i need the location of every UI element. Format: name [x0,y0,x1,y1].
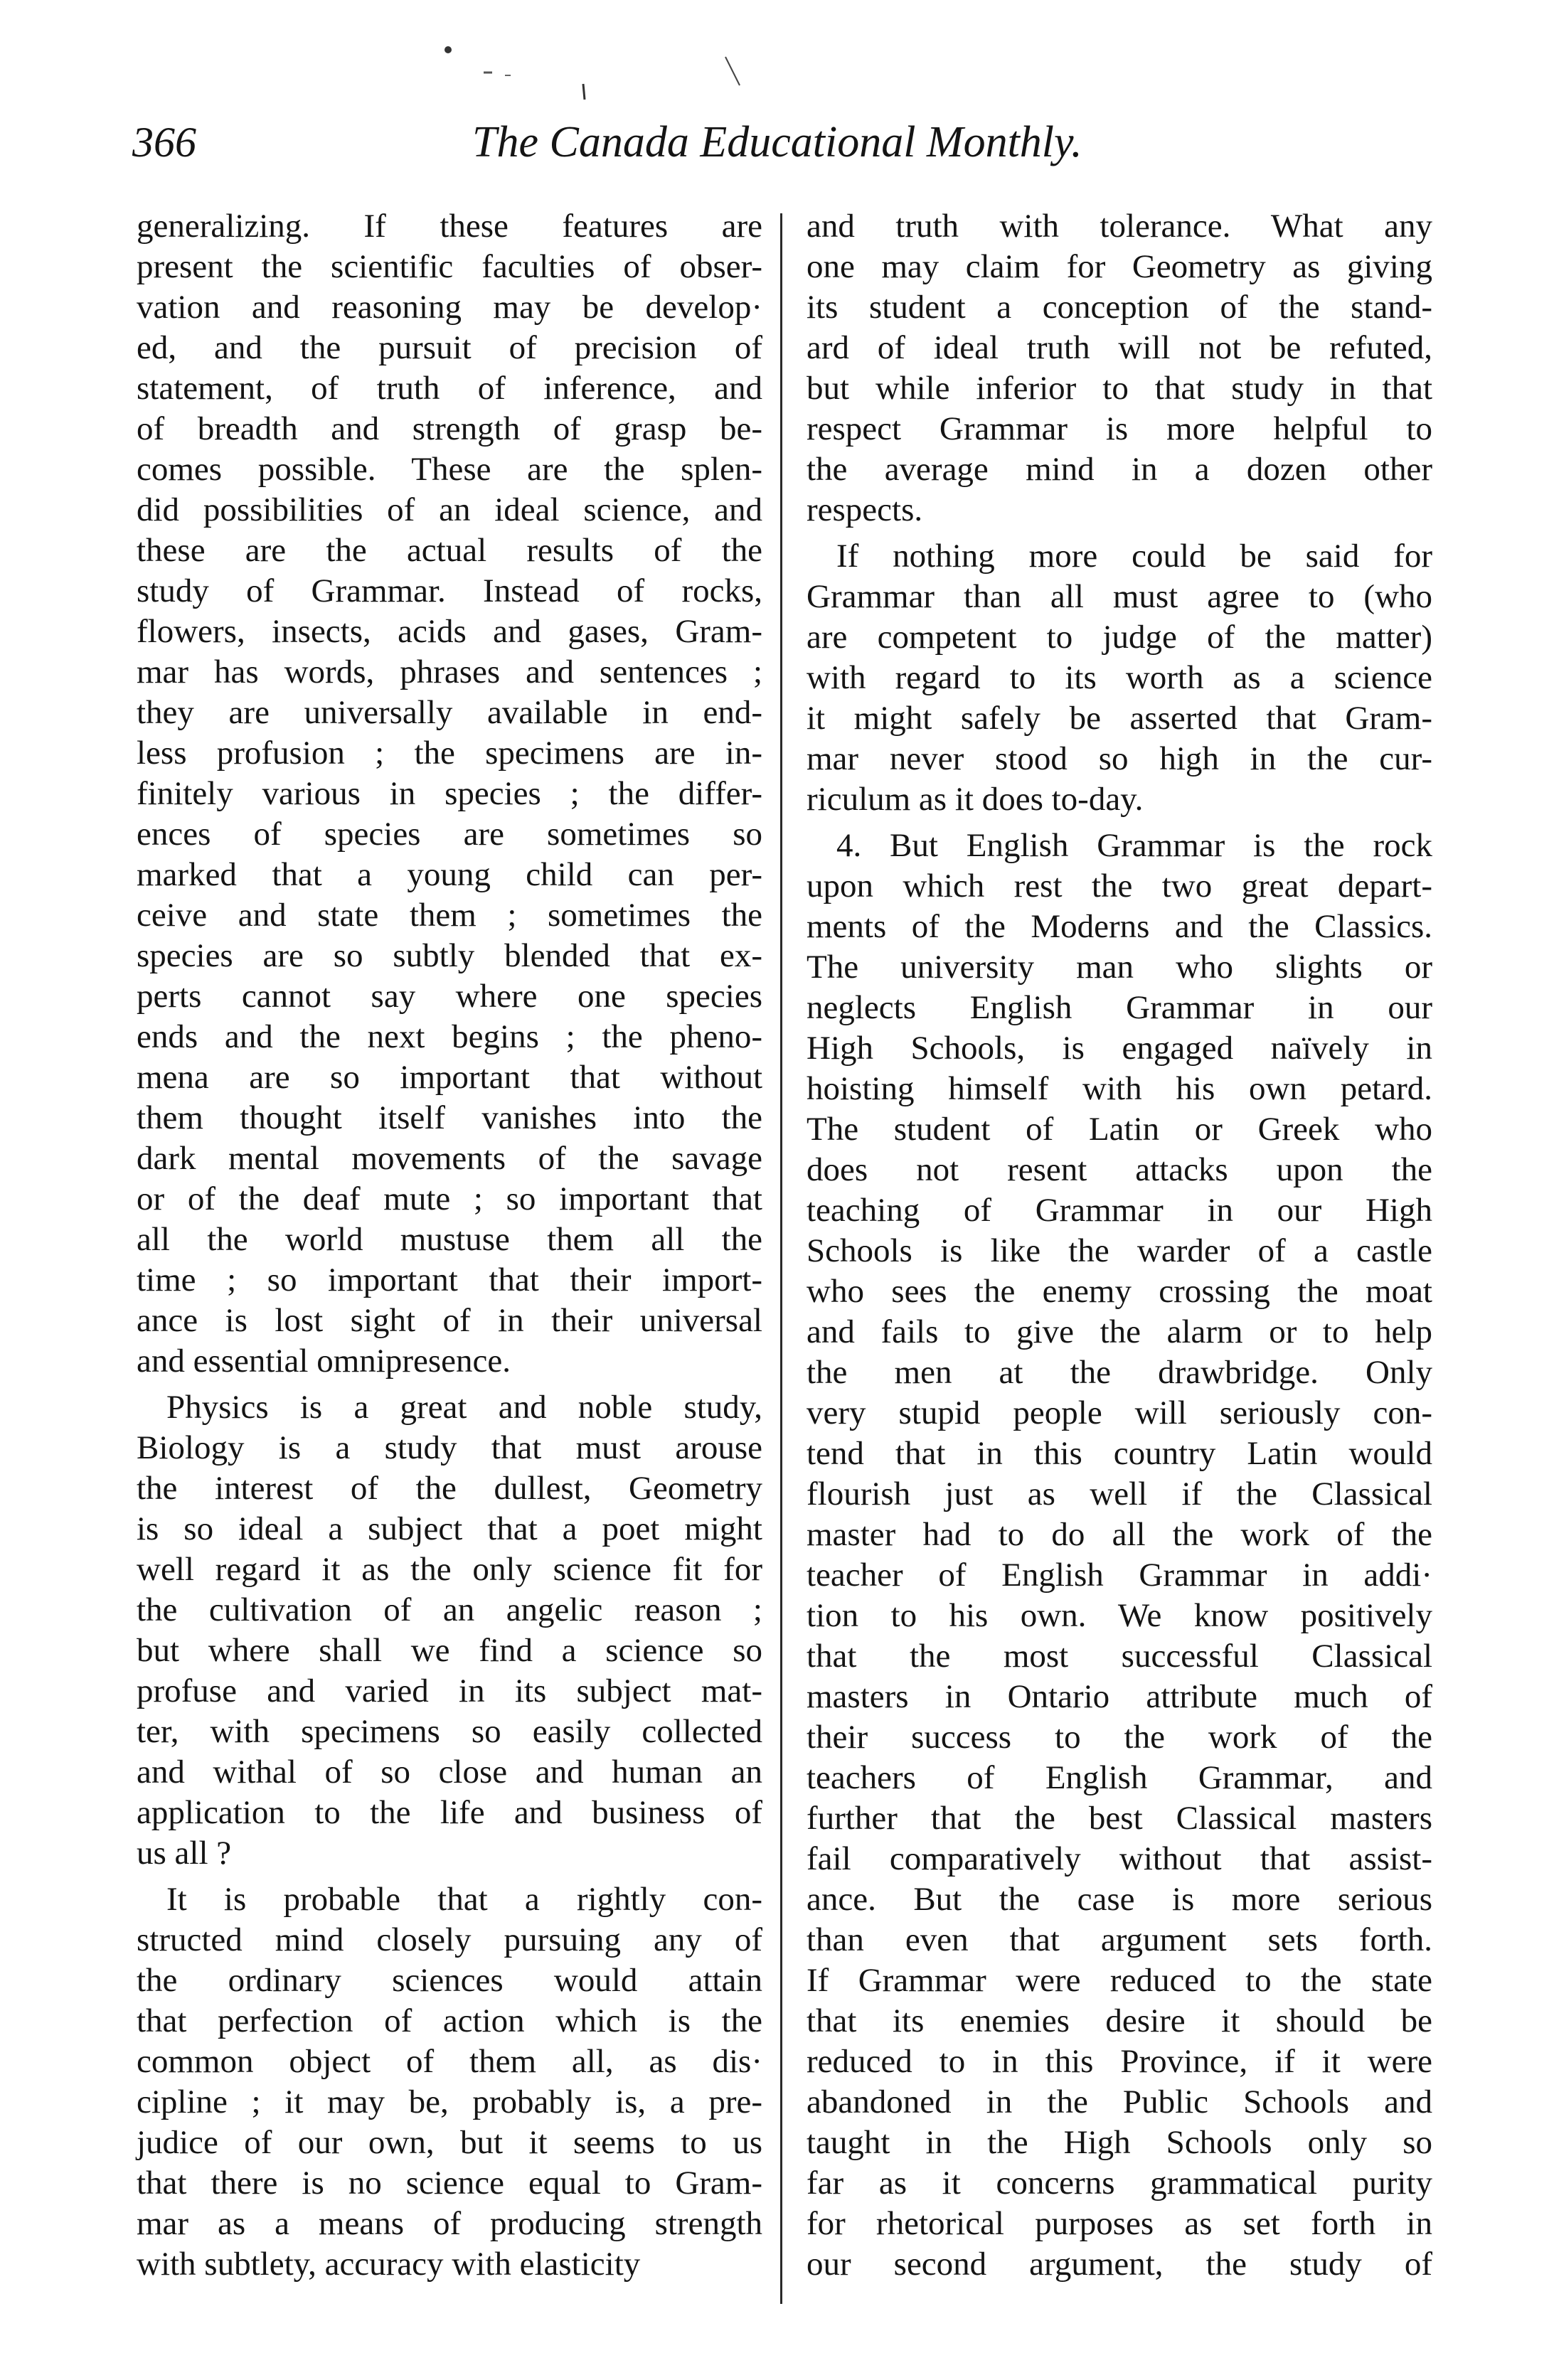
text-line: and essential omnipresence. [137,1343,511,1380]
text-line: teacher of English Grammar in addi· [807,1557,1432,1594]
text-line: and fails to give the alarm or to help [807,1313,1432,1350]
page-number: 366 [132,119,196,166]
text-line: well regard it as the only science fit for [137,1551,762,1588]
text-line: but where shall we find a science so [137,1632,762,1669]
text-line: common object of them all, as dis· [137,2043,762,2080]
text-line: cipline ; it may be, probably is, a pre- [137,2083,762,2120]
text-line: generalizing. If these features are [137,208,762,245]
text-line: mena are so important that without [137,1059,762,1096]
right-column [807,206,1432,2285]
paragraph [807,826,1432,2285]
text-line: or of the deaf mute ; so important that [137,1180,762,1217]
paragraph-gap [807,820,1432,826]
text-line: less profusion ; the specimens are in- [137,735,762,772]
text-line: ments of the Moderns and the Classics. [807,908,1432,945]
text-line: its student a conception of the stand- [807,289,1432,326]
text-line: hoisting himself with his own petard. [807,1070,1432,1107]
text-line: dark mental movements of the savage [137,1140,762,1177]
text-line: and truth with tolerance. What any [807,208,1432,245]
text-line: High Schools, is engaged naïvely in [807,1030,1432,1067]
text-line: ed, and the pursuit of precision of [137,329,762,366]
text-line: If Grammar were reduced to the state [807,1962,1432,1999]
text-line: with regard to its worth as a science [807,659,1432,696]
text-line: ceive and state them ; sometimes the [137,897,762,934]
print-speck [445,46,452,53]
print-speck [583,84,585,100]
text-line: marked that a young child can per- [137,856,762,893]
text-line: who sees the enemy crossing the moat [807,1273,1432,1310]
text-line: our second argument, the study of [807,2246,1432,2283]
print-speck [725,57,740,85]
text-line: respect Grammar is more helpful to [807,410,1432,447]
text-line: finitely various in species ; the differ- [137,775,762,812]
text-line: than even that argument sets forth. [807,1921,1432,1958]
text-line: that there is no science equal to Gram- [137,2165,762,2202]
text-line: If nothing more could be said for [836,538,1432,575]
print-specks [427,28,782,114]
text-line: Grammar than all must agree to (who [807,578,1432,615]
text-line: respects. [807,491,923,528]
text-line: the cultivation of an angelic reason ; [137,1591,762,1628]
text-line: species are so subtly blended that ex- [137,937,762,974]
text-line: ences of species are sometimes so [137,816,762,853]
text-line: they are universally available in end- [137,694,762,731]
text-line: time ; so important that their import- [137,1261,762,1298]
text-line: Physics is a great and noble study, [166,1389,762,1426]
text-line: fail comparatively without that assist- [807,1840,1432,1877]
text-line: present the scientific faculties of obser- [137,248,762,285]
text-line: further that the best Classical masters [807,1800,1432,1837]
text-line: are competent to judge of the matter) [807,619,1432,656]
text-line: reduced to in this Province, if it were [807,2043,1432,2080]
paragraph-gap [137,1874,762,1879]
text-line: them thought itself vanishes into the [137,1099,762,1136]
text-line: of breadth and strength of grasp be- [137,410,762,447]
text-line: profuse and varied in its subject mat- [137,1672,762,1709]
text-line: abandoned in the Public Schools and [807,2083,1432,2120]
text-line: masters in Ontario attribute much of [807,1678,1432,1715]
text-line: tend that in this country Latin would [807,1435,1432,1472]
text-line: Biology is a study that must arouse [137,1429,762,1466]
text-line: taught in the High Schools only so [807,2124,1432,2161]
text-line: tion to his own. We know positively [807,1597,1432,1634]
text-line: application to the life and business of [137,1794,762,1831]
text-line: and withal of so close and human an [137,1754,762,1791]
text-line: is so ideal a subject that a poet might [137,1510,762,1547]
text-line: one may claim for Geometry as giving [807,248,1432,285]
paragraph [137,206,762,1382]
text-line: the ordinary sciences would attain [137,1962,762,1999]
text-line: ard of ideal truth will not be refuted, [807,329,1432,366]
text-line: the average mind in a dozen other [807,451,1432,488]
text-line: these are the actual results of the [137,532,762,569]
text-line: that the most successful Classical [807,1638,1432,1675]
text-line: far as it concerns grammatical purity [807,2165,1432,2202]
text-line: statement, of truth of inference, and [137,370,762,407]
text-line: 4. But English Grammar is the rock [836,827,1432,864]
text-line: us all ? [137,1835,232,1872]
text-line: all the world mustuse them all the [137,1221,762,1258]
text-line: the men at the drawbridge. Only [807,1354,1432,1391]
text-line: the interest of the dullest, Geometry [137,1470,762,1507]
text-line: ends and the next begins ; the pheno- [137,1018,762,1055]
paragraph [807,206,1432,530]
page-header [132,114,1448,171]
text-line: It is probable that a rightly con- [166,1881,762,1918]
text-line: with subtlety, accuracy with elasticity [137,2246,641,2283]
paragraph-gap [807,530,1432,536]
text-line: teachers of English Grammar, and [807,1759,1432,1796]
paragraph-gap [137,1382,762,1387]
text-line: ter, with specimens so easily collected [137,1713,762,1750]
text-line: ance is lost sight of in their universal [137,1302,762,1339]
text-line: vation and reasoning may be develop· [137,289,762,326]
text-line: it might safely be asserted that Gram- [807,700,1432,737]
text-line: structed mind closely pursuing any of [137,1921,762,1958]
text-line: riculum as it does to-day. [807,781,1144,818]
text-line: but while inferior to that study in that [807,370,1432,407]
text-line: The student of Latin or Greek who [807,1111,1432,1148]
text-line: teaching of Grammar in our High [807,1192,1432,1229]
text-line: ance. But the case is more serious [807,1881,1432,1918]
text-line: study of Grammar. Instead of rocks, [137,572,762,609]
text-line: Schools is like the warder of a castle [807,1232,1432,1269]
running-title: The Canada Educational Monthly. [472,118,1082,166]
text-line: very stupid people will seriously con- [807,1394,1432,1431]
text-line: upon which rest the two great depart- [807,868,1432,904]
text-line: that perfection of action which is the [137,2002,762,2039]
text-line: mar never stood so high in the cur- [807,740,1432,777]
text-line: that its enemies desire it should be [807,2002,1432,2039]
text-line: comes possible. These are the splen- [137,451,762,488]
text-line: mar has words, phrases and sentences ; [137,653,762,690]
text-line: master had to do all the work of the [807,1516,1432,1553]
text-line: perts cannot say where one species [137,978,762,1015]
column-divider [780,213,782,2304]
paragraph [807,536,1432,820]
text-line: flourish just as well if the Classical [807,1476,1432,1512]
text-line: The university man who slights or [807,949,1432,986]
text-line: for rhetorical purposes as set forth in [807,2205,1432,2242]
left-column [137,206,762,2285]
text-line: flowers, insects, acids and gases, Gram- [137,613,762,650]
text-line: did possibilities of an ideal science, and [137,491,762,528]
paragraph [137,1879,762,2285]
text-line: their success to the work of the [807,1719,1432,1756]
text-line: neglects English Grammar in our [807,989,1432,1026]
paragraph [137,1387,762,1874]
text-line: does not resent attacks upon the [807,1151,1432,1188]
text-line: mar as a means of producing strength [137,2205,762,2242]
text-line: judice of our own, but it seems to us [137,2124,762,2161]
